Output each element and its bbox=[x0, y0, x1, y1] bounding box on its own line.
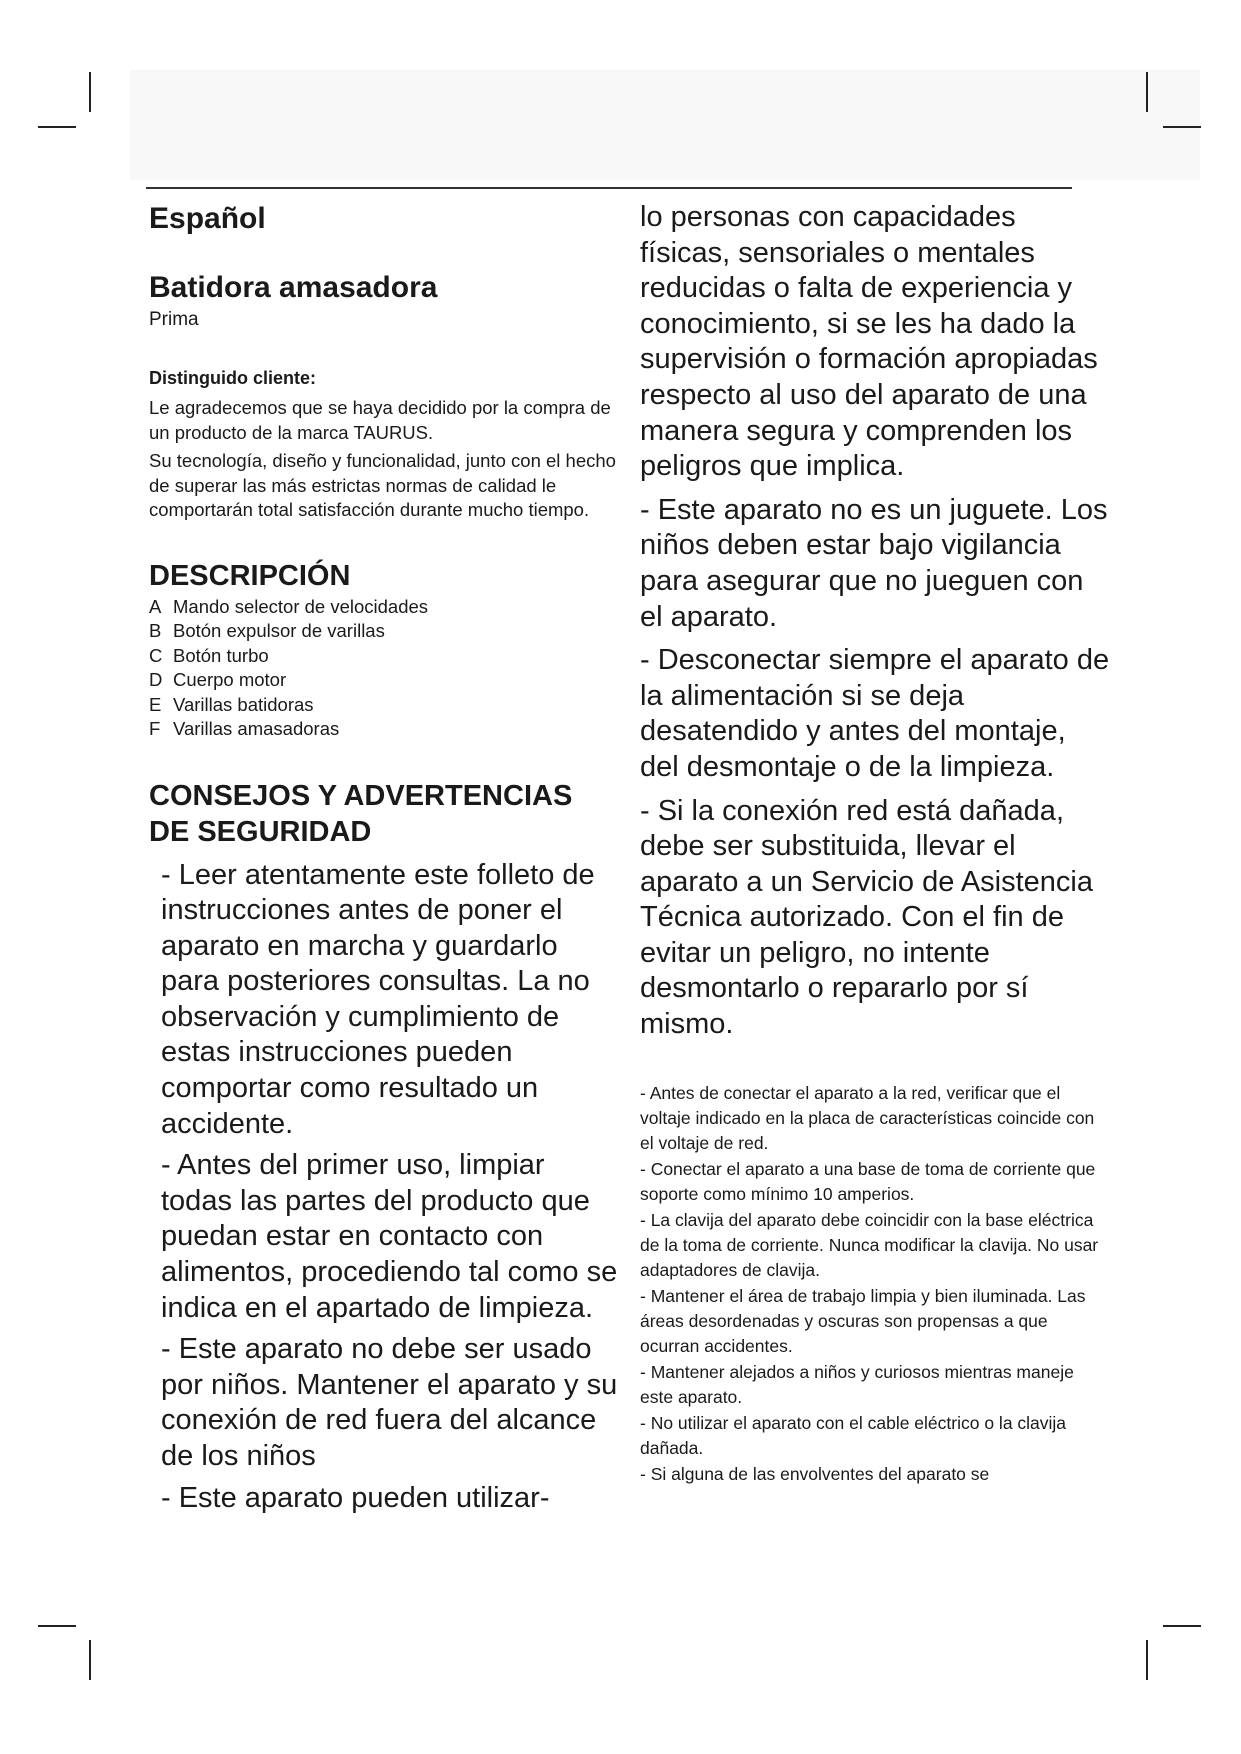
safety-small-list bbox=[640, 1081, 1110, 1487]
safety-small-paragraph: - Si alguna de las envolventes del aparato se bbox=[640, 1463, 990, 1484]
safety-heading: CONSEJOS Y ADVERTENCIAS DE SEGURIDAD bbox=[149, 779, 573, 848]
intro-paragraph: Su tecnología, diseño y funcionalidad, junto con el hecho de superar las más estrictas normas de calidad le comportarán total satisfacción durante mucho tiempo. bbox=[149, 450, 616, 520]
description-item: B Botón expulsor de varillas bbox=[149, 620, 385, 641]
model-name: Prima bbox=[149, 309, 199, 330]
safety-paragraph: - Antes del primer uso, limpiar todas las partes del producto que puedan estar en contacto con alimentos, procediendo tal como se indica en el apartado de limpieza. bbox=[161, 1149, 618, 1324]
crop-mark-top-right-vertical bbox=[1146, 72, 1148, 112]
crop-mark-bottom-left-vertical bbox=[89, 1640, 91, 1680]
safety-paragraph: - Leer atentamente este folleto de instrucciones antes de poner el aparato en marcha y guardarlo para posteriores consultas. La no observación y cumplimiento de estas instrucciones pueden comportar como resultado un accidente. bbox=[161, 858, 595, 1140]
description-heading: DESCRIPCIÓN bbox=[149, 559, 351, 592]
safety-small-paragraph: - La clavija del aparato debe coincidir con la base eléctrica de la toma de corriente. Nunca modificar la clavija. No usar adaptadores de clavija. bbox=[640, 1209, 1099, 1280]
safety-small-paragraph: - Mantener el área de trabajo limpia y bien iluminada. Las áreas desordenadas y oscuras son propensas a que ocurran accidentes. bbox=[640, 1285, 1086, 1356]
safety-small-paragraph: - Mantener alejados a niños y curiosos mientras maneje este aparato. bbox=[640, 1361, 1074, 1407]
greeting: Distinguido cliente: bbox=[149, 368, 317, 388]
safety-paragraph: lo personas con capacidades físicas, sensoriales o mentales reducidas o falta de experiencia y conocimiento, si se les ha dado la supervisión o formación apropiadas respecto al uso del aparato de una manera segura y comprenden los peligros que implica. bbox=[640, 201, 1098, 483]
description-list bbox=[149, 595, 619, 742]
crop-mark-top-left-horizontal bbox=[38, 126, 76, 128]
description-item: E Varillas batidoras bbox=[149, 693, 314, 715]
crop-mark-bottom-right-vertical bbox=[1146, 1640, 1148, 1680]
intro-paragraph: Le agradecemos que se haya decidido por la compra de un producto de la marca TAURUS. bbox=[149, 397, 611, 443]
left-column bbox=[149, 200, 619, 1522]
crop-mark-top-right-horizontal bbox=[1163, 126, 1201, 128]
safety-paragraph: - Si la conexión red está dañada, debe ser substituida, llevar el aparato a un Servicio de Asistencia Técnica autorizado. Con el fin de evitar un peligro, no intente desmontarlo o repararlo por sí mismo. bbox=[640, 794, 1093, 1041]
description-item: A Mando selector de velocidades bbox=[149, 595, 429, 617]
crop-mark-bottom-left-horizontal bbox=[38, 1625, 76, 1627]
description-item: C Botón turbo bbox=[149, 644, 269, 666]
safety-paragraph: - Este aparato pueden utilizar- bbox=[161, 1481, 550, 1514]
right-column bbox=[640, 200, 1110, 1488]
safety-paragraph: - Desconectar siempre el aparato de la alimentación si se deja desatendido y antes del montaje, del desmontaje o de la limpieza. bbox=[640, 644, 1110, 783]
safety-paragraph: - Este aparato no debe ser usado por niños. Mantener el aparato y su conexión de red fuera del alcance de los niños bbox=[161, 1333, 618, 1472]
safety-small-paragraph: - No utilizar el aparato con el cable eléctrico o la clavija dañada. bbox=[640, 1412, 1067, 1458]
crop-mark-bottom-right-horizontal bbox=[1163, 1625, 1201, 1627]
language-heading: Español bbox=[149, 202, 266, 235]
description-item: F Varillas amasadoras bbox=[149, 718, 340, 739]
crop-mark-top-left-vertical bbox=[89, 72, 91, 112]
description-item: D Cuerpo motor bbox=[149, 669, 287, 690]
header-rule bbox=[146, 187, 1072, 189]
header-shade bbox=[130, 70, 1200, 180]
safety-small-paragraph: - Antes de conectar el aparato a la red, verificar que el voltaje indicado en la placa de características coincide con el voltaje de red. bbox=[640, 1082, 1095, 1153]
product-title: Batidora amasadora bbox=[149, 271, 438, 304]
safety-small-paragraph: - Conectar el aparato a una base de toma de corriente que soporte como mínimo 10 amperios. bbox=[640, 1158, 1096, 1204]
safety-paragraph: - Este aparato no es un juguete. Los niños deben estar bajo vigilancia para asegurar que no jueguen con el aparato. bbox=[640, 493, 1108, 633]
